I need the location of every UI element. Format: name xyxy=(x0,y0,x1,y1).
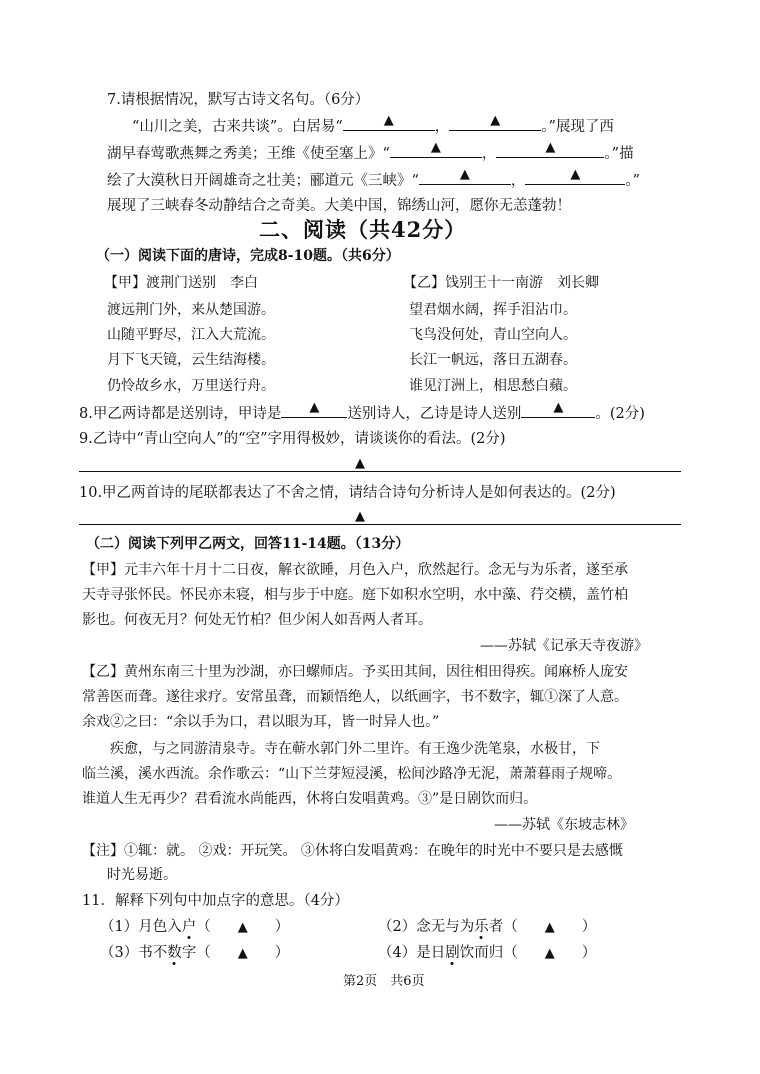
annotation-line: 【注】①辄：就。 ②戏：开玩笑。 ③休将白发唱黄鸡：在晚年的时光中不要只是去感慨 xyxy=(82,843,623,859)
answer-marker: ▲ xyxy=(355,509,365,524)
q8-text: 。(2分) xyxy=(595,406,645,422)
item-text: （1）月色入 xyxy=(100,919,182,935)
poem-b-title: 【乙】饯别王十一南游 刘长卿 xyxy=(403,275,599,291)
q11-item-3 xyxy=(100,943,289,964)
answer-line[interactable] xyxy=(79,471,681,472)
text-b-line: 谁道人生无再少？君看流水尚能西，休将白发唱黄鸡。③”是日剧饮而归。 xyxy=(82,791,538,807)
blank-marker: ▲ xyxy=(237,946,248,961)
fill-blank[interactable] xyxy=(419,167,511,185)
item-text: 字（ xyxy=(181,945,211,961)
poem-a-line: 仍怜故乡水，万里送行舟。 xyxy=(107,378,275,394)
q11: 11．解释下列句中加点字的意思。（4分） xyxy=(82,893,349,909)
item-text: ） xyxy=(581,945,597,961)
q7-text: 。”描 xyxy=(604,146,634,162)
blank-marker: ▲ xyxy=(570,167,581,182)
blank-marker: ▲ xyxy=(544,946,555,961)
q8-text: 送别诗人，乙诗是诗人送别 xyxy=(347,406,522,422)
q8 xyxy=(79,400,645,424)
item-text: 饮而归（ xyxy=(459,945,518,961)
fill-blank[interactable] xyxy=(496,140,604,158)
text-b-line: 疾愈，与之同游清泉寺。寺在蕲水郭门外二里许。有王逸少洗笔泉，水极甘，下 xyxy=(82,741,600,757)
q9: 9.乙诗中“青山空向人”的“空”字用得极妙，请谈谈你的看法。(2分) xyxy=(79,431,506,447)
answer-line[interactable] xyxy=(79,524,681,525)
part1-heading: （一）阅读下面的唐诗，完成8-10题。（共6分） xyxy=(96,248,400,264)
poem-a-line: 月下飞天镜，云生结海楼。 xyxy=(107,352,275,368)
q11-item-1 xyxy=(100,917,289,938)
fill-blank[interactable] xyxy=(525,167,625,185)
answer-marker: ▲ xyxy=(355,456,365,471)
fill-blank[interactable] xyxy=(521,400,595,418)
q7-text: 湖早春莺歌燕舞之秀美；王维《使至塞上》“ xyxy=(107,146,390,162)
answer-slot[interactable] xyxy=(518,917,582,938)
text-b-line: 【乙】黄州东南三十里为沙湖，亦曰螺师店。予买田其间，因往相田得疾。闻麻桥人庞安 xyxy=(82,664,628,680)
blank-marker: ▲ xyxy=(430,140,441,155)
q7-text: 绘了大漠秋日开阔雄奇之壮美；郦道元《三峡》“ xyxy=(107,173,419,189)
dotted-char: 乐 xyxy=(474,919,489,935)
q7-heading: 7.请根据情况，默写古诗文名句。（6分） xyxy=(107,92,370,108)
q7-line-3 xyxy=(107,167,641,191)
answer-slot[interactable] xyxy=(518,943,582,964)
item-text: （4）是日 xyxy=(378,945,446,961)
fill-blank[interactable] xyxy=(390,140,482,158)
q11-item-4 xyxy=(378,943,596,964)
blank-marker: ▲ xyxy=(309,400,320,415)
poem-b-line: 飞鸟没何处，青山空向人。 xyxy=(409,327,577,343)
item-text: （3）书不 xyxy=(100,945,168,961)
item-text: （ xyxy=(196,919,211,935)
annotation-line: 时光易逝。 xyxy=(107,867,177,883)
q7-text: ， xyxy=(434,119,450,135)
poem-b-line: 长江一帆远，落日五湖春。 xyxy=(409,352,577,368)
text-a-line: 影也。何夜无月？何处无竹柏？但少闲人如吾两人者耳。 xyxy=(82,612,432,628)
q7-line-1 xyxy=(132,113,614,137)
page-footer: 第2页 共6页 xyxy=(343,974,425,989)
text-b-line: 余戏②之曰：“余以手为口，君以眼为耳，皆一时异人也。” xyxy=(82,714,440,730)
poem-a-title: 【甲】渡荆门送别 李白 xyxy=(104,275,258,291)
item-text: （2）念无与为 xyxy=(378,919,475,935)
q10: 10.甲乙两首诗的尾联都表达了不舍之情，请结合诗句分析诗人是如何表达的。(2分) xyxy=(79,485,616,501)
q8-text: 8.甲乙两诗都是送别诗，甲诗是 xyxy=(79,406,282,422)
section-title: 二、阅读（共42分） xyxy=(259,217,467,242)
poem-b-line: 谁见汀洲上，相思愁白蘋。 xyxy=(409,378,577,394)
text-a-line: 天寺寻张怀民。怀民亦未寝，相与步于中庭。庭下如积水空明，水中藻、荇交横，盖竹柏 xyxy=(82,587,628,603)
q7-line-2 xyxy=(107,140,634,164)
poem-b-line: 望君烟水阔，挥手泪沾巾。 xyxy=(409,302,577,318)
poem-a-line: 渡远荆门外，来从楚国游。 xyxy=(107,302,275,318)
item-text: 者（ xyxy=(488,919,518,935)
q7-text: ， xyxy=(481,146,497,162)
text-b-line: 临兰溪，溪水西流。余作歌云：“山下兰芽短浸溪，松间沙路净无泥，萧萧暮雨子规啼。 xyxy=(82,766,622,782)
item-text: ） xyxy=(581,919,597,935)
fill-blank[interactable] xyxy=(449,113,541,131)
q7-text: 。”展现了西 xyxy=(541,119,614,135)
text-a-line: 【甲】元丰六年十月十二日夜，解衣欲睡，月色入户，欣然起行。念无与为乐者，遂至承 xyxy=(82,562,628,578)
blank-marker: ▲ xyxy=(383,113,394,128)
blank-marker: ▲ xyxy=(553,400,564,415)
dotted-char: 数 xyxy=(167,945,182,961)
text-b-line: 常善医而聋。遂往求疗。安常虽聋，而颖悟绝人，以纸画字，书不数字，辄①深了人意。 xyxy=(82,689,628,705)
q7-line-4: 展现了三峡春冬动静结合之奇美。大美中国，锦绣山河，愿你无恙蓬勃！ xyxy=(107,198,571,214)
q7-text: ， xyxy=(510,173,526,189)
dotted-char: 户 xyxy=(181,919,197,935)
source-citation: ——苏轼《东坡志林》 xyxy=(494,817,634,833)
source-citation: ——苏轼《记承天寺夜游》 xyxy=(480,638,648,654)
q7-text: 。” xyxy=(625,173,641,189)
item-text: ） xyxy=(274,945,290,961)
blank-marker: ▲ xyxy=(237,920,248,935)
fill-blank[interactable] xyxy=(281,400,347,418)
poem-a-line: 山随平野尽，江入大荒流。 xyxy=(107,327,275,343)
answer-slot[interactable] xyxy=(211,943,275,964)
q7-text: “山川之美，古来共谈”。白居易“ xyxy=(132,119,343,135)
blank-marker: ▲ xyxy=(545,140,556,155)
dotted-char: 剧 xyxy=(445,945,460,961)
item-text: ） xyxy=(274,919,290,935)
blank-marker: ▲ xyxy=(544,920,555,935)
part2-heading: （二）阅读下列甲乙两文，回答11-14题。（13分） xyxy=(86,536,410,552)
answer-slot[interactable] xyxy=(211,917,275,938)
blank-marker: ▲ xyxy=(459,167,470,182)
q11-item-2 xyxy=(378,917,596,938)
blank-marker: ▲ xyxy=(490,113,501,128)
fill-blank[interactable] xyxy=(343,113,435,131)
